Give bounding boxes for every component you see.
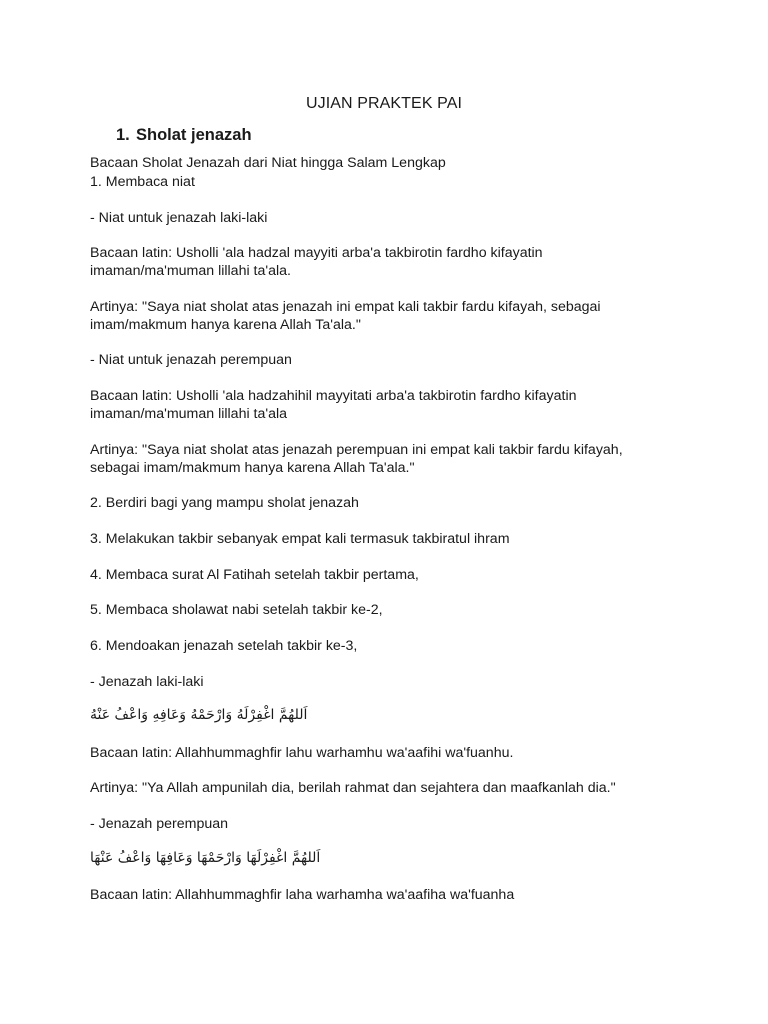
arabic-prayer-male: اَللهُمَّ اغْفِرْلَهُ وَارْحَمْهُ وَعَافِهِ وَاعْفُ عَنْهُ <box>90 707 308 723</box>
section-heading <box>116 125 252 145</box>
niat-female-heading: - Niat untuk jenazah perempuan <box>90 352 292 368</box>
niat-male-meaning-line-1: Artinya: "Saya niat sholat atas jenazah ini empat kali takbir fardu kifayah, sebagai <box>90 299 601 315</box>
niat-male-latin-line-1: Bacaan latin: Usholli 'ala hadzal mayyiti arba'a takbirotin fardho kifayatin <box>90 245 543 261</box>
niat-female-meaning-line-1: Artinya: "Saya niat sholat atas jenazah perempuan ini empat kali takbir fardu kifayah, <box>90 442 623 458</box>
niat-female-latin-line-1: Bacaan latin: Usholli 'ala hadzahihil mayyitati arba'a takbirotin fardho kifayatin <box>90 388 577 404</box>
step-5-line: 5. Membaca sholawat nabi setelah takbir ke-2, <box>90 602 383 618</box>
niat-male-meaning-line-2: imam/makmum hanya karena Allah Ta'ala." <box>90 317 361 333</box>
step-3-line: 3. Melakukan takbir sebanyak empat kali termasuk takbiratul ihram <box>90 531 510 547</box>
step-1-line: 1. Membaca niat <box>90 174 195 190</box>
prayer-female-latin: Bacaan latin: Allahhummaghfir laha warhamha wa'aafiha wa'fuanha <box>90 887 515 903</box>
niat-male-heading: - Niat untuk jenazah laki-laki <box>90 210 268 226</box>
document-title: UJIAN PRAKTEK PAI <box>305 95 463 112</box>
prayer-male-meaning: Artinya: "Ya Allah ampunilah dia, berilah rahmat dan sejahtera dan maafkanlah dia." <box>90 780 616 796</box>
arabic-prayer-female: اَللهُمَّ اغْفِرْلَهَا وَارْحَمْهَا وَعَافِهَا وَاعْفُ عَنْهَا <box>90 850 321 866</box>
jenazah-female-heading: - Jenazah perempuan <box>90 816 229 832</box>
jenazah-male-heading: - Jenazah laki-laki <box>90 674 204 690</box>
prayer-male-latin: Bacaan latin: Allahhummaghfir lahu warhamhu wa'aafihi wa'fuanhu. <box>90 745 514 761</box>
step-2-line: 2. Berdiri bagi yang mampu sholat jenazah <box>90 495 359 511</box>
step-6-line: 6. Mendoakan jenazah setelah takbir ke-3, <box>90 638 358 654</box>
section-number: 1. <box>116 126 130 144</box>
section-label: Sholat jenazah <box>136 126 252 144</box>
intro-line: Bacaan Sholat Jenazah dari Niat hingga Salam Lengkap <box>90 155 446 171</box>
step-4-line: 4. Membaca surat Al Fatihah setelah takbir pertama, <box>90 567 419 583</box>
niat-female-latin-line-2: imaman/ma'muman lillahi ta'ala <box>90 406 288 422</box>
niat-female-meaning-line-2: sebagai imam/makmum hanya karena Allah Ta'ala." <box>90 460 415 476</box>
niat-male-latin-line-2: imaman/ma'muman lillahi ta'ala. <box>90 263 291 279</box>
